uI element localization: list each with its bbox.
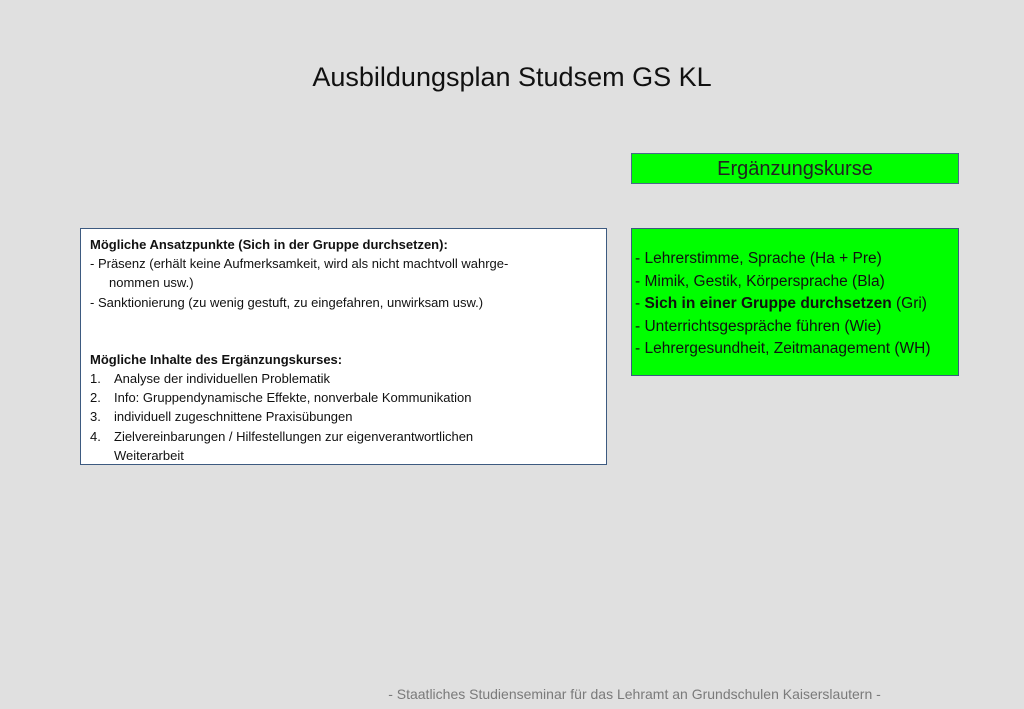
list-item: [90, 407, 596, 426]
list-item: [90, 427, 596, 446]
course-list-box: [631, 228, 959, 376]
course-suffix: (Gri): [891, 295, 927, 312]
inhalte-list: [90, 369, 596, 446]
spacer: [90, 312, 596, 350]
item-number: 4.: [90, 428, 101, 444]
course-item: - Lehrerstimme, Sprache (Ha + Pre): [635, 250, 882, 267]
footer-text: - Staatliches Studienseminar für das Lehramt an Grundschulen Kaiserslautern -: [388, 686, 881, 702]
ansatz-heading: Mögliche Ansatzpunkte (Sich in der Gruppe durchsetzen):: [90, 237, 448, 252]
item-4-continuation: Weiterarbeit: [114, 447, 184, 463]
ansatz-line-praesenz-cont: nommen usw.): [109, 275, 194, 291]
list-item: [90, 388, 596, 407]
ansatz-line-sanktionierung: - Sanktionierung (zu wenig gestuft, zu eingefahren, unwirksam usw.): [90, 294, 484, 310]
course-item: - Unterrichtsgespräche führen (Wie): [635, 317, 882, 335]
item-text: individuell zugeschnittene Praxisübungen: [114, 409, 353, 425]
item-text: Zielvereinbarungen / Hilfestellungen zur eigenverantwortlichen: [114, 428, 474, 444]
course-item: - Mimik, Gestik, Körpersprache (Bla): [635, 272, 885, 290]
page-title: Ausbildungsplan Studsem GS KL: [312, 62, 712, 92]
course-highlight-text: Sich in einer Gruppe durchsetzen: [644, 295, 892, 312]
ansatz-line-praesenz: - Präsenz (erhält keine Aufmerksamkeit, wird als nicht machtvoll wahrge-: [90, 256, 509, 272]
ergaenzungskurse-header: Ergänzungskurse: [631, 153, 959, 184]
item-text: Analyse der individuellen Problematik: [114, 371, 331, 387]
item-text: Info: Gruppendynamische Effekte, nonverbale Kommunikation: [114, 390, 472, 406]
item-number: 3.: [90, 409, 101, 425]
item-number: 1.: [90, 371, 101, 387]
course-prefix: -: [635, 295, 645, 312]
ansatzpunkte-box: [80, 228, 607, 465]
course-item: - Lehrergesundheit, Zeitmanagement (WH): [635, 340, 931, 357]
inhalte-heading: Mögliche Inhalte des Ergänzungskurses:: [90, 351, 343, 367]
item-number: 2.: [90, 390, 101, 406]
course-item-highlighted: [635, 293, 958, 316]
list-item: [90, 369, 596, 388]
